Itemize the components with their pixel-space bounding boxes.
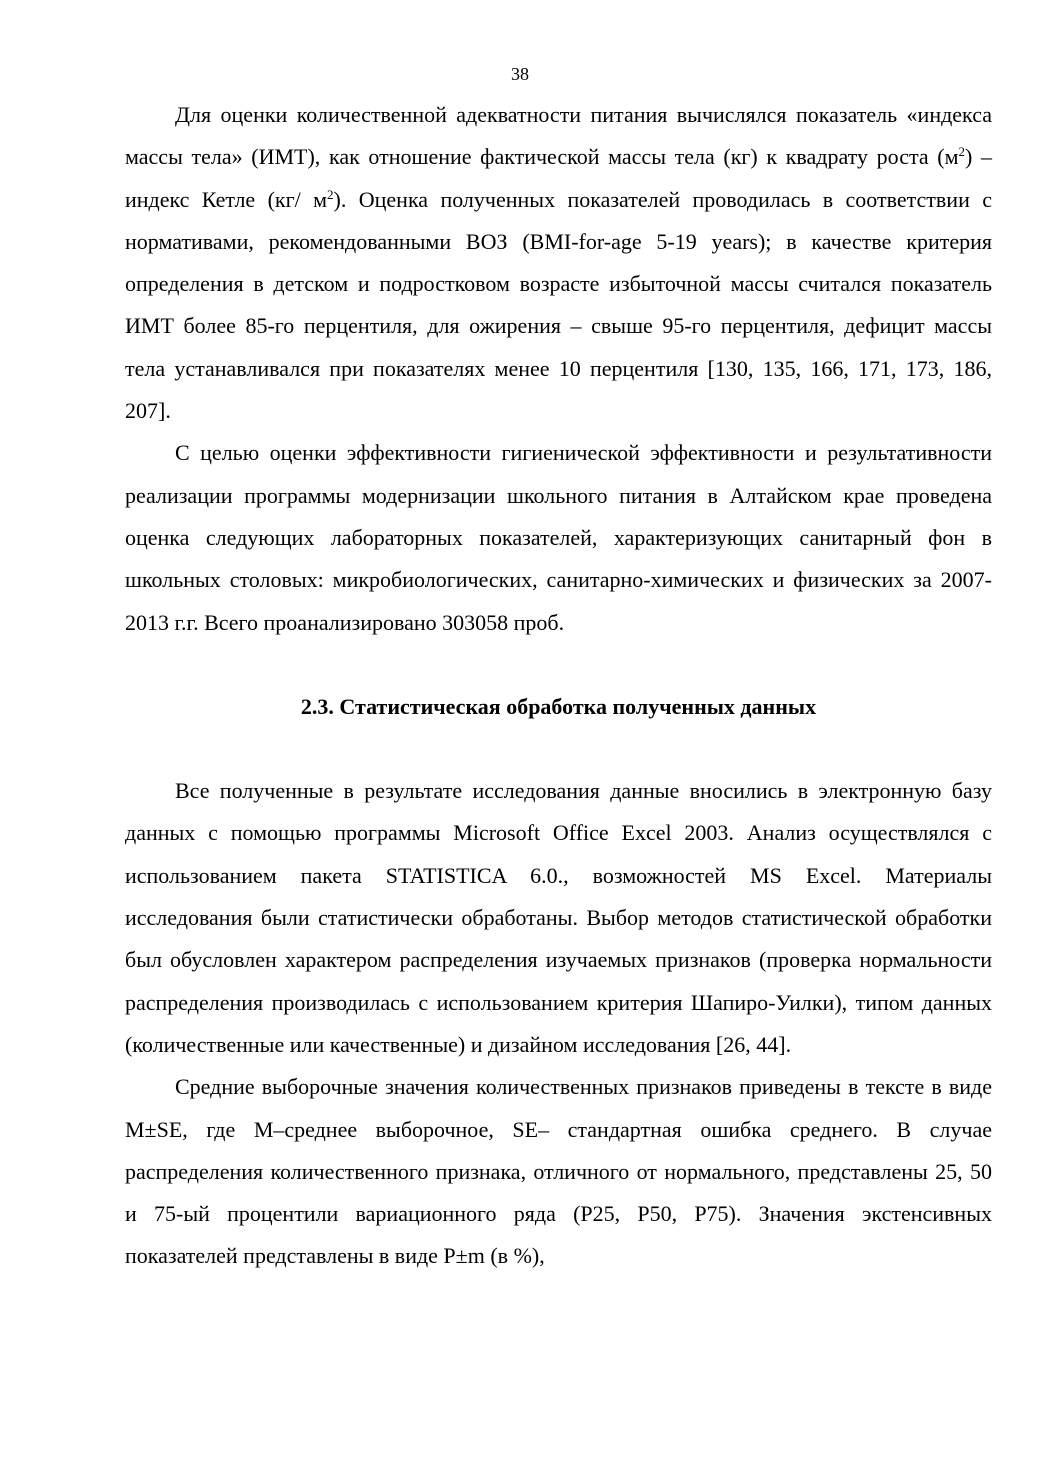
paragraph-statistics-values: Средние выборочные значения количественных признаков приведены в тексте в виде M±SE, где M–среднее выборочное, SE– стандартная ошибка среднего. В случае распределения количественного признака, отличного от нормального, представлены 25, 50 и 75-ый процентили вариационного ряда (P25, P50, P75). Значения экстенсивных показателей представлены в виде P±m (в %),: [125, 1074, 992, 1269]
paragraph-bmi-text-2: ) – индекс Кетле (кг/ м: [125, 144, 993, 212]
section-heading: 2.3. Статистическая обработка полученных данных: [300, 693, 817, 719]
paragraph-bmi-text-3: ). Оценка полученных показателей проводилась в соответствии с нормативами, рекомендованными ВОЗ (BMI-for-age 5-19 years); в качестве критерия определения в детском и подростковом возрасте избыточной массы считался показатель ИМТ более 85-го перцентиля, для ожирения – свыше 95-го перцентиля, дефицит массы тела устанавливался при показателях менее 10 перцентиля [130, 135, 166, 171, 173, 186, 207].: [125, 186, 992, 424]
paragraph-bmi: [125, 94, 992, 432]
paragraph-statistics-software: Все полученные в результате исследования данные вносились в электронную базу данных с помощью программы Microsoft Office Excel 2003. Анализ осуществлялся с использованием пакета STATISTICA 6.0., возможностей MS Excel. Материалы исследования были статистически обработаны. Выбор методов статистической обработки был обусловлен характером распределения изучаемых признаков (проверка нормальности распределения производилась с использованием критерия Шапиро-Уилки), типом данных (количественные или качественные) и дизайном исследования [26, 44].: [125, 778, 992, 1057]
paragraph-lab-indicators: С целью оценки эффективности гигиенической эффективности и результативности реализации программы модернизации школьного питания в Алтайском крае проведена оценка следующих лабораторных показателей, характеризующих санитарный фон в школьных столовых: микробиологических, санитарно-химических и физических за 2007-2013 г.г. Всего проанализировано 303058 проб.: [125, 440, 992, 635]
superscript-2: 2: [958, 144, 966, 160]
paragraph-bmi-text-1: Для оценки количественной адекватности питания вычислялся показатель «индекса массы тела» (ИМТ), как отношение фактической массы тела (кг) к квадрату роста (м: [125, 102, 992, 170]
superscript-2: 2: [327, 186, 334, 202]
document-body: [125, 94, 992, 1278]
page-number: 38: [511, 64, 529, 84]
